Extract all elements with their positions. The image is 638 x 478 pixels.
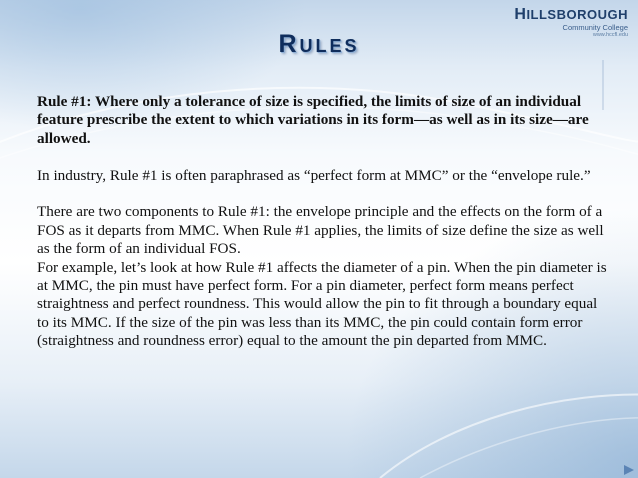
logo-url: www.hccfl.edu (592, 32, 628, 38)
corner-arrow-icon (622, 464, 636, 476)
logo-name-rest: ILLSBOROUGH (526, 7, 628, 22)
components-paragraph: There are two components to Rule #1: the envelope principle and the effects on the form of a FOS as it departs from MMC. When Rule #1 applies, the limits of size define the size as well as the form of an individual FOS. (37, 203, 604, 258)
slide-body (37, 93, 609, 351)
slide-title: Rules (278, 30, 360, 58)
logo-wordmark (514, 6, 628, 24)
paragraph-spacer (37, 148, 609, 166)
logo-subtitle: Community College (562, 23, 628, 32)
rule-1-statement: Rule #1: Where only a tolerance of size is specified, the limits of size of an individual feature prescribe the extent to which variations in its form—as well as in its size—are allowed. (37, 93, 589, 147)
paraphrase-paragraph: In industry, Rule #1 is often paraphrased as “perfect form at MMC” or the “envelope rule.” (37, 166, 591, 184)
example-paragraph: For example, let’s look at how Rule #1 affects the diameter of a pin. When the pin diameter is at MMC, the pin must have perfect form. For a pin diameter, perfect form means perfect straightness and perfect roundness. This would allow the pin to fit through a boundary equal to its MMC. If the size of the pin was less than its MMC, the pin could contain form error (straightness and roundness error) equal to the amount the pin departed from MMC. (37, 258, 607, 350)
logo-initial: H (514, 6, 527, 23)
paragraph-spacer (37, 185, 609, 203)
